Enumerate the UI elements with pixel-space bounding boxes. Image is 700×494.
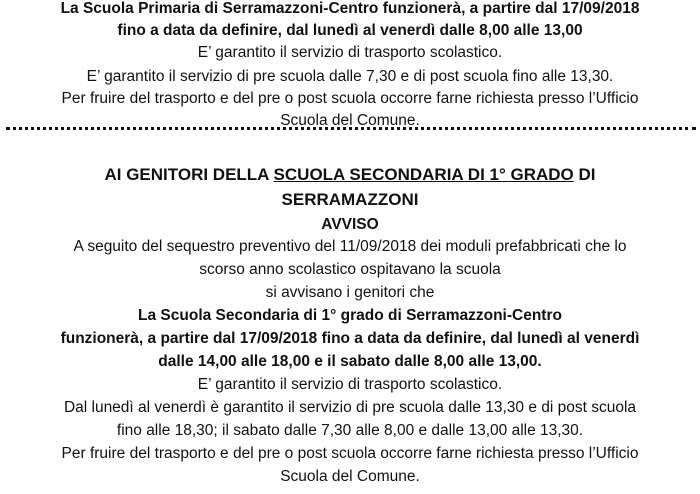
secondaria-p1-line-1: A seguito del sequestro preventivo del 11/09/2018 dei moduli prefabbricati che lo bbox=[73, 238, 627, 255]
secondaria-p1-line-2: scorso anno scolastico ospitavano la scuola bbox=[199, 261, 501, 278]
secondaria-heading-line-2: SERRAMAZZONI bbox=[281, 190, 419, 209]
avviso-label: AVVISO bbox=[321, 216, 379, 233]
secondaria-p2-line-1: E’ garantito il servizio di trasporto scolastico. bbox=[197, 376, 503, 393]
primaria-line-5: Per fruire del trasporto e del pre o post scuola occorre farne richiesta presso l’Ufficio bbox=[61, 90, 639, 107]
secondaria-p4-line-1: Per fruire del trasporto e del pre o post scuola occorre farne richiesta presso l’Ufficio bbox=[61, 445, 639, 462]
primaria-line-3: E’ garantito il servizio di trasporto scolastico. bbox=[197, 44, 503, 61]
heading-underlined: SCUOLA SECONDARIA DI 1° GRADO bbox=[273, 165, 574, 184]
primaria-line-4: E’ garantito il servizio di pre scuola dalle 7,30 e di post scuola fino alle 13,30. bbox=[86, 68, 614, 85]
heading-part-2: DI bbox=[573, 165, 596, 184]
heading-part-1: AI GENITORI DELLA bbox=[104, 165, 274, 184]
dotted-divider bbox=[6, 127, 696, 130]
secondaria-bold-line-1: La Scuola Secondaria di 1° grado di Serramazzoni-Centro bbox=[138, 307, 562, 324]
primaria-line-2: fino a data da definire, dal lunedì al venerdì dalle 8,00 alle 13,00 bbox=[117, 22, 583, 39]
secondaria-p3-line-1: Dal lunedì al venerdì è garantito il servizio di pre scuola dalle 13,30 e di post scuola bbox=[63, 399, 637, 416]
secondaria-p3-line-2: fino alle 18,30; il sabato dalle 7,30 alle 8,00 e dalle 13,00 alle 13,30. bbox=[116, 422, 584, 439]
primaria-line-1: La Scuola Primaria di Serramazzoni-Centro funzionerà, a partire dal 17/09/2018 bbox=[60, 0, 640, 17]
secondaria-heading bbox=[0, 164, 700, 186]
secondaria-bold-line-2: funzionerà, a partire dal 17/09/2018 fino a data da definire, dal lunedì al venerdì bbox=[60, 330, 640, 347]
primaria-line-6: Scuola del Comune. bbox=[280, 112, 420, 129]
secondaria-p4-line-2: Scuola del Comune. bbox=[280, 468, 420, 485]
secondaria-p1-line-3: si avvisano i genitori che bbox=[265, 284, 435, 301]
secondaria-bold-line-3: dalle 14,00 alle 18,00 e il sabato dalle 8,00 alle 13,00. bbox=[158, 353, 542, 370]
